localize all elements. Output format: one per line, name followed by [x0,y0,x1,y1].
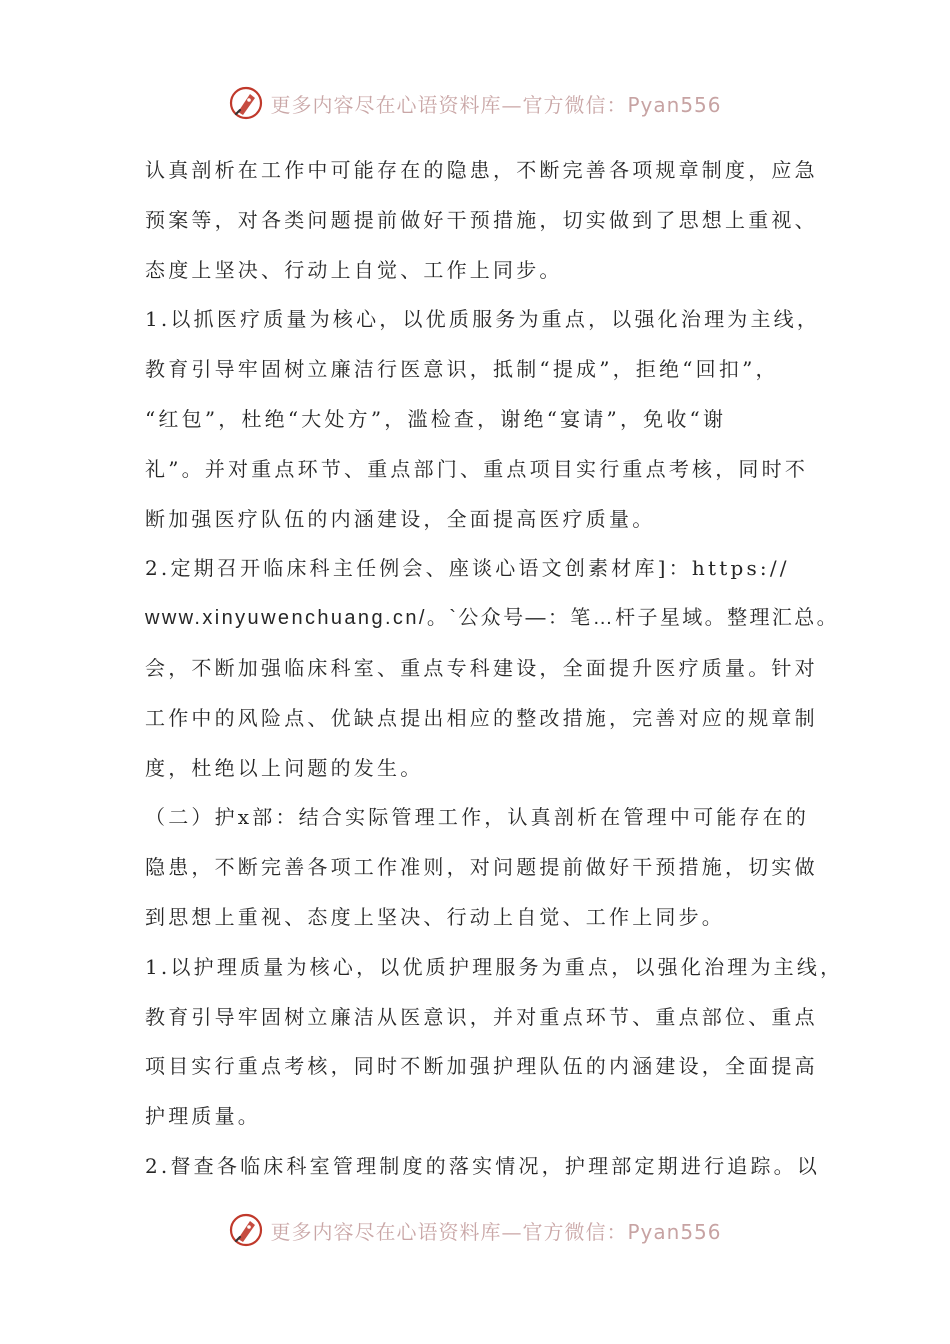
pen-nib-icon [228,1212,264,1248]
body-line: 会，不断加强临床科室、重点专科建设，全面提升医疗质量。针对 [145,655,818,680]
body-line: “红包”，杜绝“大处方”，滥检查，谢绝“宴请”，免收“谢 [145,406,727,431]
body-line: 隐患，不断完善各项工作准则，对问题提前做好干预措施，切实做 [145,855,818,880]
watermark-wechat-id: Pyan556 [627,1219,722,1244]
body-line: 2.定期召开临床科主任例会、座谈心语文创素材库]：https:// [145,556,790,581]
body-line: 态度上坚决、行动上自觉、工作上同步。 [145,257,563,282]
body-line: 2.督查各临床科室管理制度的落实情况，护理部定期进行追踪。以 [145,1153,821,1178]
body-line: 教育引导牢固树立廉洁行医意识，抵制“提成”，拒绝“回扣”， [145,357,779,382]
body-line: 度，杜绝以上问题的发生。 [145,755,424,780]
footer-watermark [0,1210,950,1250]
body-line: 认真剖析在工作中可能存在的隐患，不断完善各项规章制度，应急 [145,158,818,182]
body-line: 1.以抓医疗质量为核心，以优质服务为重点，以强化治理为主线， [145,307,821,332]
header-watermark [0,83,950,123]
body-line: 断加强医疗队伍的内涵建设，全面提高医疗质量。 [145,506,656,531]
body-line: 到思想上重视、态度上坚决、行动上自觉、工作上同步。 [145,904,725,929]
body-line: （二）护x部：结合实际管理工作，认真剖析在管理中可能存在的 [145,805,810,830]
body-line: 项目实行重点考核，同时不断加强护理队伍的内涵建设，全面提高 [145,1054,818,1079]
watermark-label: 更多内容尽在心语资料库—官方微信： [270,92,628,117]
watermark-text [270,89,721,118]
watermark-text [270,1216,721,1245]
body-line: 1.以护理质量为核心，以优质护理服务为重点，以强化治理为主线， [145,954,844,979]
watermark-label: 更多内容尽在心语资料库—官方微信： [270,1219,628,1244]
body-line: 工作中的风险点、优缺点提出相应的整改措施，完善对应的规章制 [145,705,818,730]
body-line: 预案等，对各类问题提前做好干预措施，切实做到了思想上重视、 [145,207,818,232]
pen-nib-icon [228,85,264,121]
body-line: 礼”。并对重点环节、重点部门、重点项目实行重点考核，同时不 [145,456,809,481]
body-line-url: www.xinyuwenchuang.cn/。`公众号—：笔…杆子星域。整理汇总。 [145,607,840,630]
body-line: 教育引导牢固树立廉洁从医意识，并对重点环节、重点部位、重点 [145,1004,818,1029]
watermark-wechat-id: Pyan556 [627,92,722,117]
body-line: 护理质量。 [145,1104,261,1129]
document-body [145,150,844,1196]
